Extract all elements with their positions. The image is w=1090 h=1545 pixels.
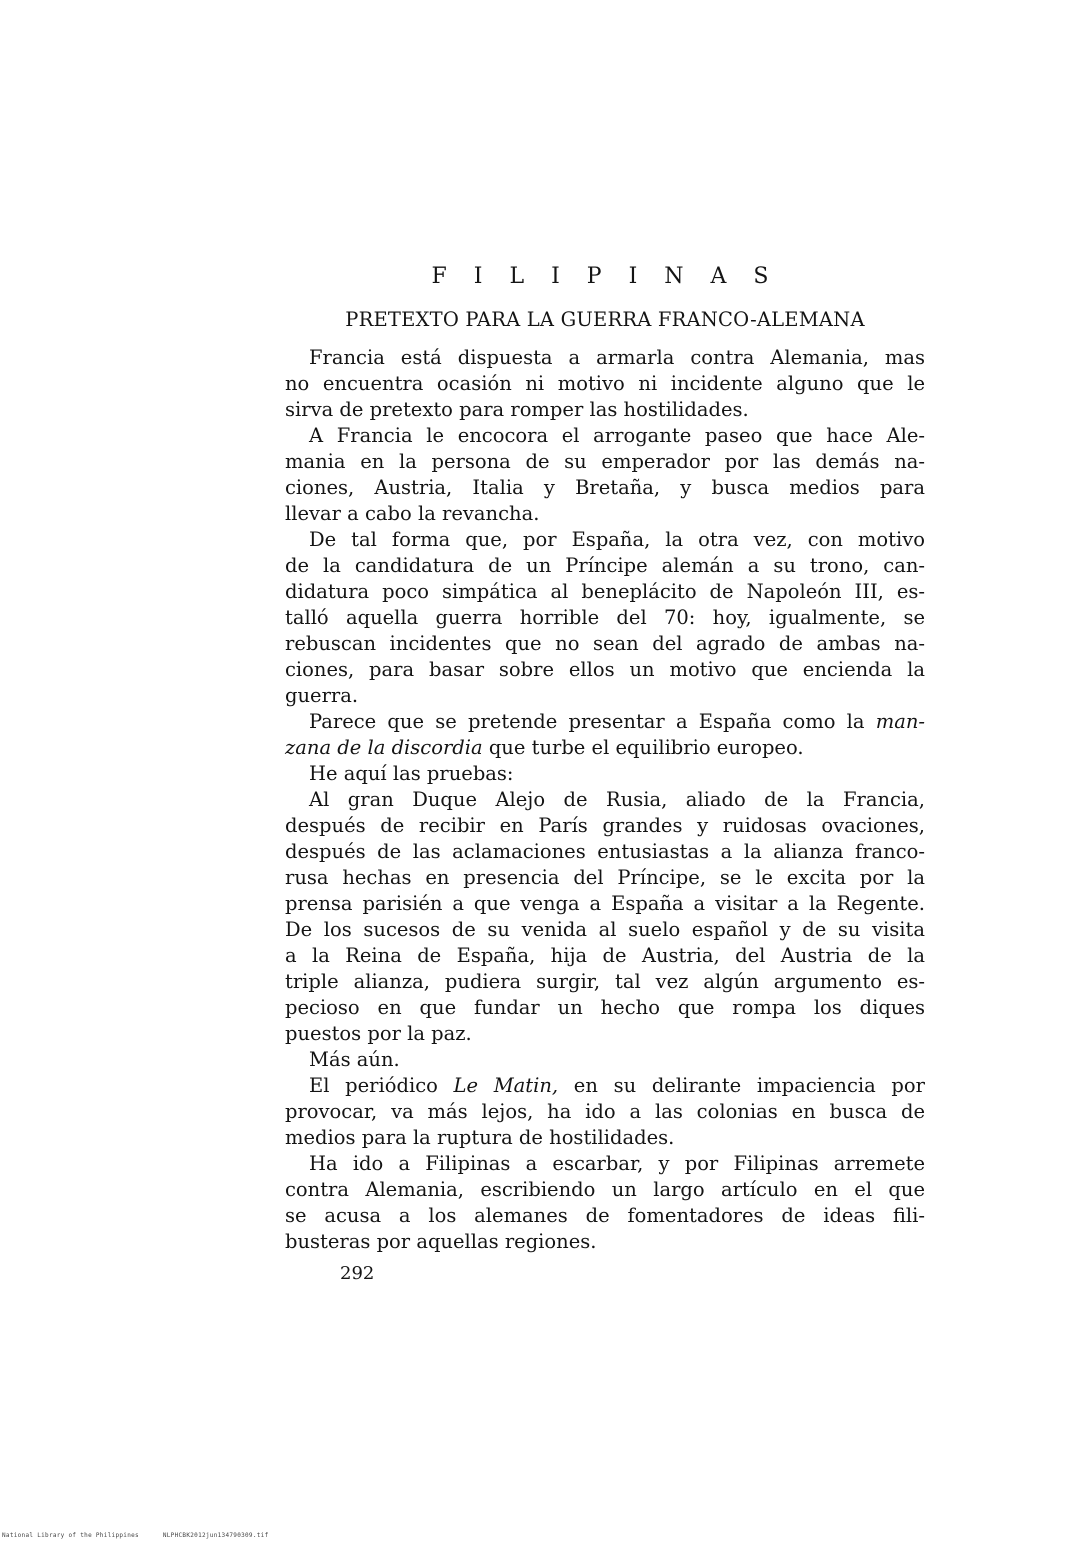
page-number: 292 [340, 1263, 375, 1284]
text-line: ciones, Austria, Italia y Bretaña, y busca medios para [285, 476, 925, 499]
paragraph-4 [285, 709, 925, 761]
text-line: didatura poco simpática al beneplácito de Napoleón III, es- [285, 580, 925, 603]
italic-text: man- [875, 710, 925, 733]
text-run: que turbe el equilibrio europeo. [482, 736, 804, 759]
text-line: de la candidatura de un Príncipe alemán a su trono, can- [285, 554, 925, 577]
text-line: contra Alemania, escribiendo un largo artículo en el que [285, 1178, 925, 1201]
library-credit: National Library of the Philippines [2, 1532, 139, 1539]
text-line: De tal forma que, por España, la otra vez, con motivo [309, 528, 925, 551]
text-line: a la Reina de España, hija de Austria, del Austria de la [285, 944, 925, 967]
text-line: no encuentra ocasión ni motivo ni incidente alguno que le [285, 372, 925, 395]
text-run: en su delirante impaciencia por [558, 1074, 925, 1097]
paragraph-9 [285, 1151, 925, 1255]
paragraph-2 [285, 423, 925, 527]
text-line: puestos por la paz. [285, 1022, 472, 1045]
text-line: Al gran Duque Alejo de Rusia, aliado de la Francia, [309, 788, 925, 811]
file-identifier: NLPHCBK2012jun134790309.tif [162, 1532, 269, 1539]
text-line: guerra. [285, 684, 359, 707]
paragraph-6 [285, 787, 925, 1047]
text-line: pecioso en que fundar un hecho que rompa los diques [285, 996, 925, 1019]
text-line: prensa parisién a que venga a España a visitar a la Regente. [285, 892, 925, 915]
text-line: De los sucesos de su venida al suelo español y de su visita [285, 918, 925, 941]
paragraph-8 [285, 1073, 925, 1151]
text-line: rebuscan incidentes que no sean del agrado de ambas na- [285, 632, 925, 655]
italic-text: Le Matin, [453, 1074, 559, 1097]
text-line: se acusa a los alemanes de fomentadores de ideas fili- [285, 1204, 925, 1227]
chapter-title: F I L I P I N A S [431, 264, 779, 289]
text-line: medios para la ruptura de hostilidades. [285, 1126, 675, 1149]
paragraph-1 [285, 345, 925, 423]
text-line: llevar a cabo la revancha. [285, 502, 540, 525]
paragraph-5 [285, 761, 925, 787]
chapter-subtitle: PRETEXTO PARA LA GUERRA FRANCO-ALEMANA [345, 308, 865, 331]
text-line [285, 709, 925, 735]
text-line: busteras por aquellas regiones. [285, 1230, 597, 1253]
text-line: después de las aclamaciones entusiastas a la alianza franco- [285, 840, 925, 863]
text-line: A Francia le encocora el arrogante paseo que hace Ale- [309, 424, 925, 447]
text-line: Francia está dispuesta a armarla contra Alemania, mas [309, 346, 925, 369]
paragraph-3 [285, 527, 925, 709]
paragraph-7 [285, 1047, 925, 1073]
text-line: Ha ido a Filipinas a escarbar, y por Filipinas arremete [309, 1152, 925, 1175]
italic-text: zana de la discordia [285, 736, 483, 759]
text-line: rusa hechas en presencia del Príncipe, se le excita por la [285, 866, 925, 889]
text-run: Parece que se pretende presentar a España como la [309, 710, 876, 733]
scan-footer [2, 1532, 289, 1539]
body-text [285, 345, 925, 1255]
text-line: ciones, para basar sobre ellos un motivo que encienda la [285, 658, 925, 681]
text-line [285, 1073, 925, 1099]
text-line: triple alianza, pudiera surgir, tal vez algún argumento es- [285, 970, 925, 993]
text-line: provocar, va más lejos, ha ido a las colonias en busca de [285, 1100, 925, 1123]
text-line: sirva de pretexto para romper las hostilidades. [285, 398, 749, 421]
text-line: mania en la persona de su emperador por las demás na- [285, 450, 925, 473]
text-line: después de recibir en París grandes y ruidosas ovaciones, [285, 814, 925, 837]
text-line: Más aún. [309, 1048, 400, 1071]
text-line: He aquí las pruebas: [309, 762, 514, 785]
text-line [285, 735, 925, 761]
text-line: talló aquella guerra horrible del 70: hoy, igualmente, se [285, 606, 925, 629]
text-run: El periódico [309, 1074, 454, 1097]
